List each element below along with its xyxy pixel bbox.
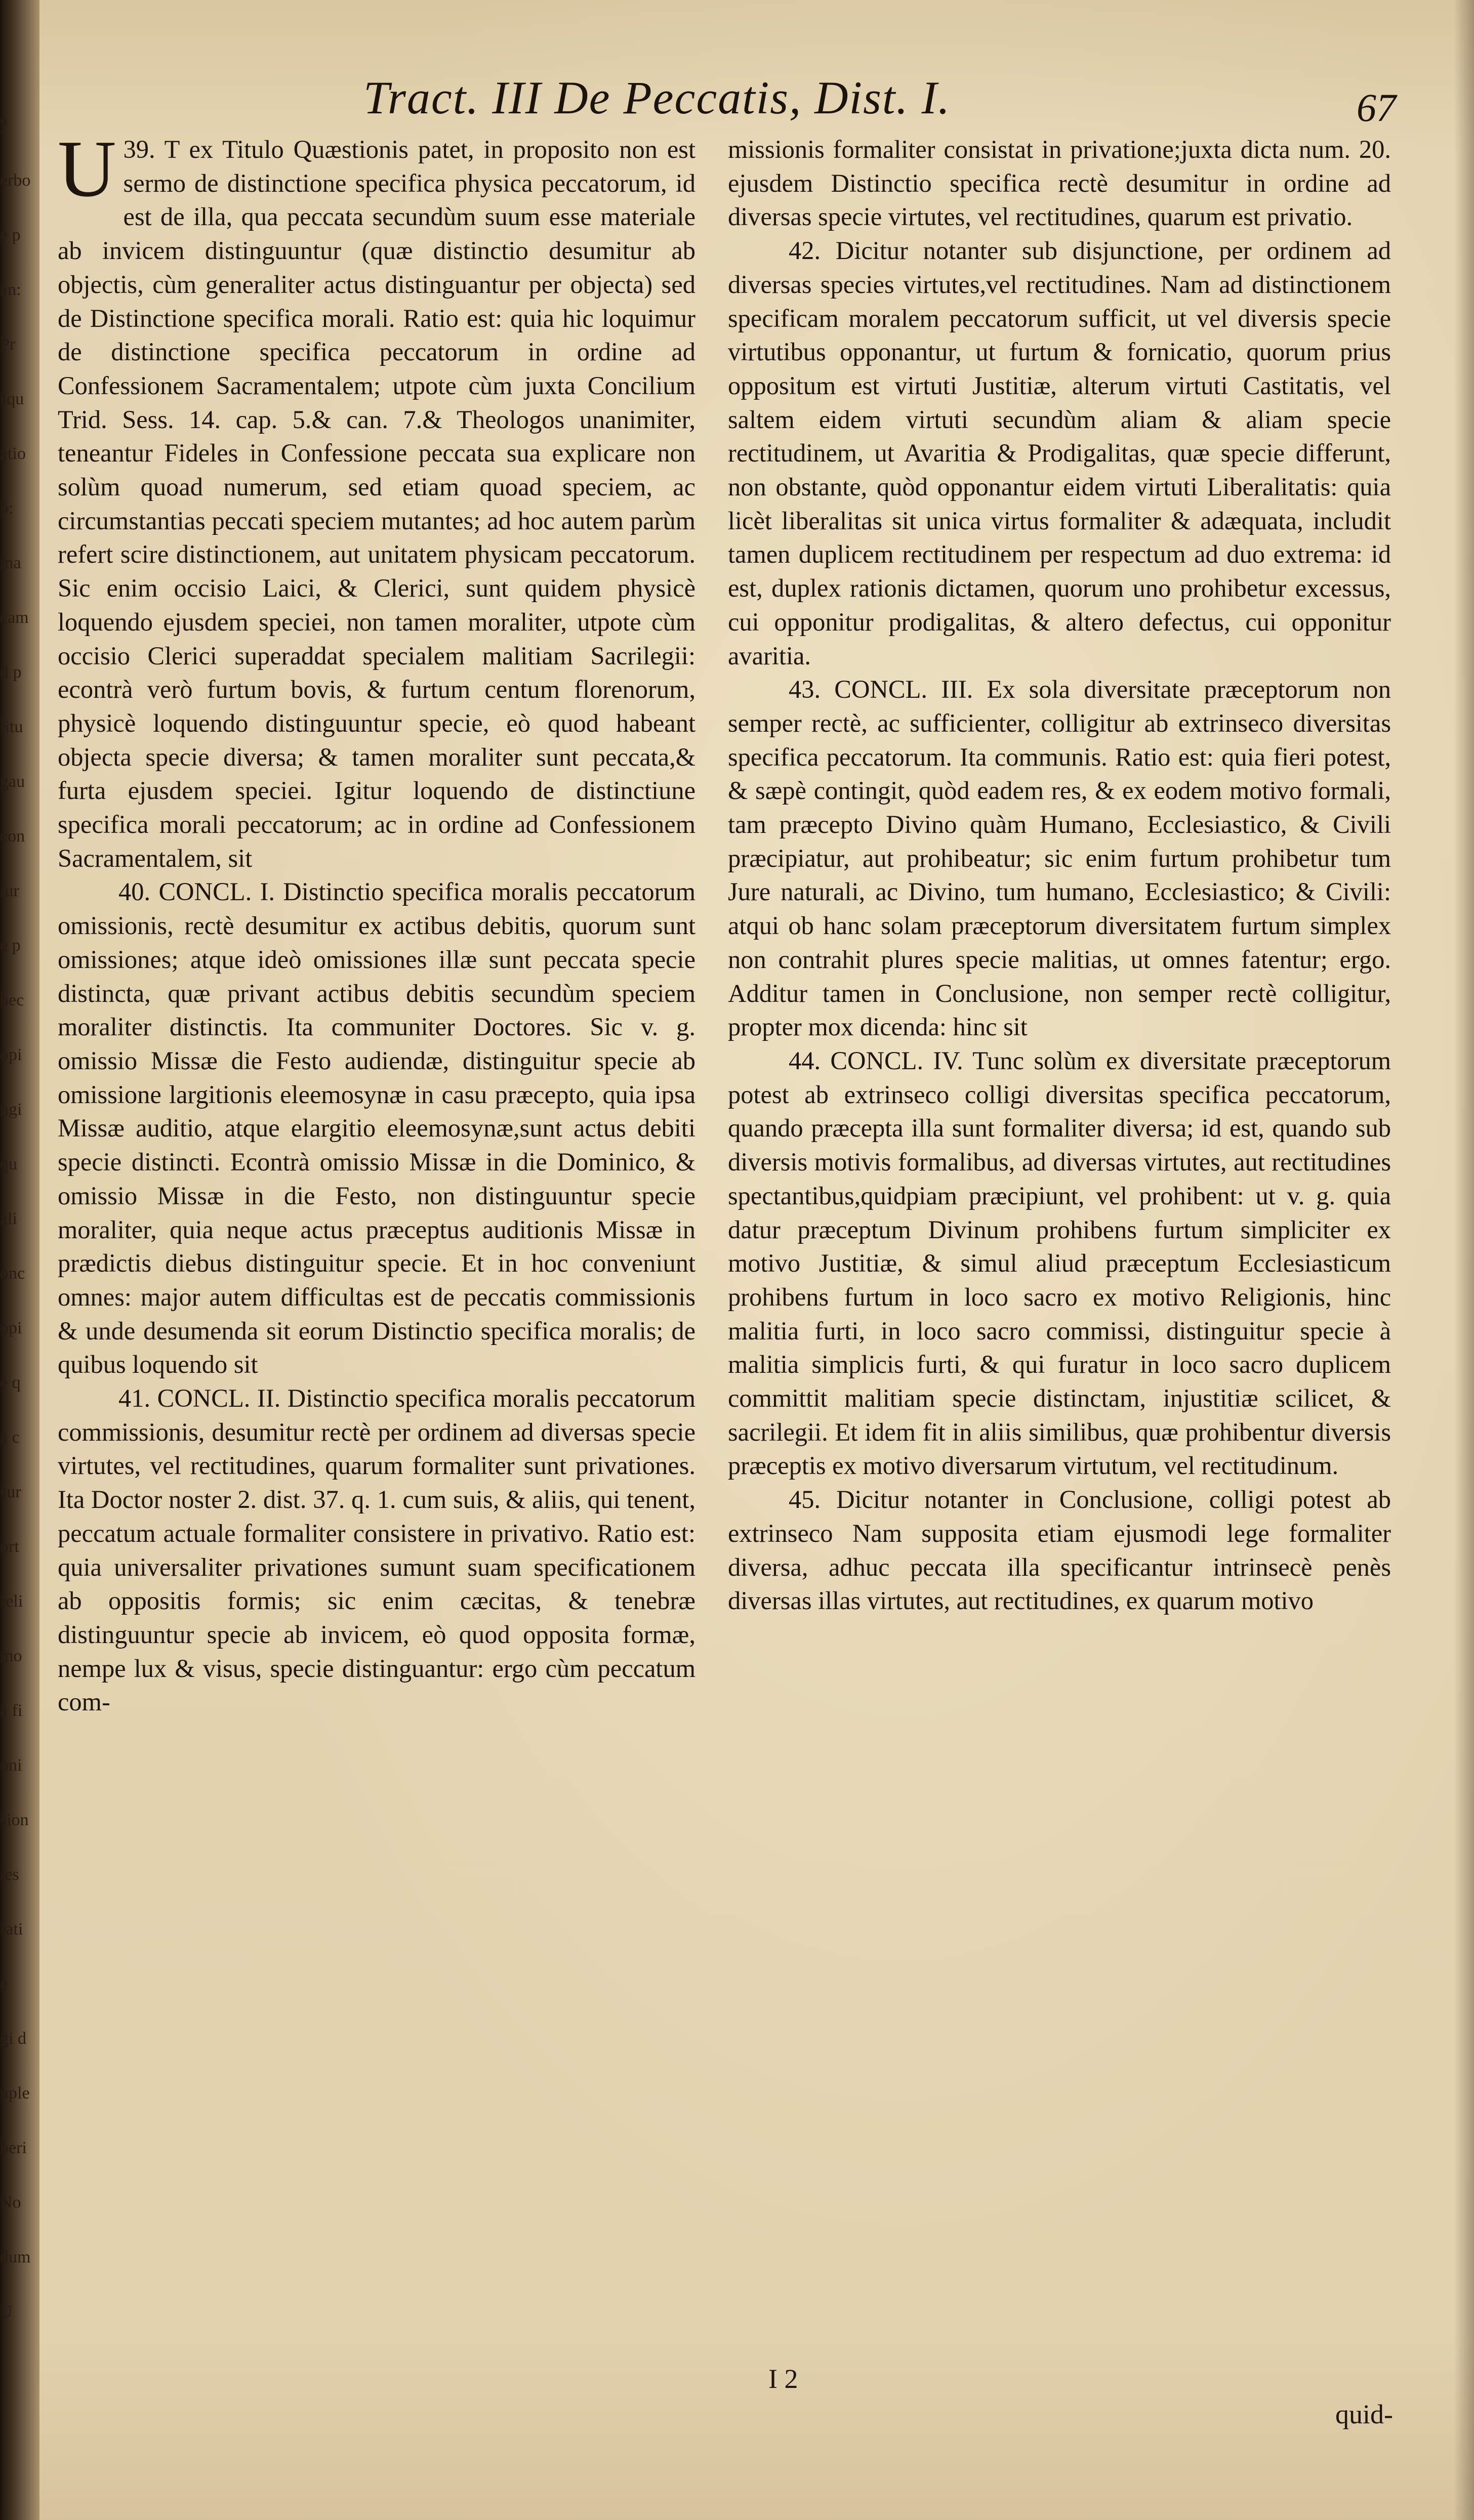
page-number: 67 bbox=[1357, 86, 1396, 130]
previous-page-fragment: dum bbox=[0, 2248, 30, 2266]
previous-page-fragment: gi d bbox=[0, 2029, 26, 2048]
signature-mark: I 2 bbox=[768, 2364, 798, 2394]
previous-page-fragment: uple bbox=[0, 2084, 30, 2103]
previous-page-fragment: beri bbox=[0, 2138, 27, 2157]
previous-page-fragment: gau bbox=[0, 772, 25, 791]
previous-page-fragment: mo bbox=[0, 1647, 22, 1665]
previous-page-fragment: No bbox=[0, 2193, 21, 2212]
previous-page-fragment: e p bbox=[0, 936, 21, 955]
previous-page-fragment: sion bbox=[0, 1811, 29, 1829]
previous-page-fragment: sur bbox=[0, 1483, 21, 1501]
previous-page-fragment: opi bbox=[0, 1319, 22, 1337]
previous-page-fragment: oni bbox=[0, 1756, 22, 1775]
previous-page-fragment: ma bbox=[0, 554, 21, 572]
previous-page-fragment: a fi bbox=[0, 1701, 23, 1720]
previous-page-fragment: cam bbox=[0, 608, 29, 627]
paragraph-43: 43. CONCL. III. Ex sola diversitate præceptorum non semper rectè, ac sufficienter, colligitur ab extrinseco diversitas specifica peccatorum. Ita communis. Ratio est: quia fieri potest, & sæpè contingit, quòd eadem res, & ex eodem motivo formali, tam præcepto Divino quàm Humano, Ecclesiastico, & Civili præcipiatur, aut prohibeatur; sic enim furtum prohibetur tum Jure naturali, ac Divino, tum humano, Ecclesiastico; & Civili: atqui ob hanc solam præceptorum diversitatem furtum simplex non contrahit plures specie malitias, ut omnes fatentur; ergo. Additur tamen in Conclusione, non semper rectè colligitur, propter mox dicenda: hinc sit bbox=[728, 675, 1391, 1041]
paragraph-39 bbox=[58, 133, 695, 875]
paragraph-42: 42. Dicitur notanter sub disjunctione, per ordinem ad diversas species virtutes,vel rectitudines. Nam ad distinctionem specificam moralem peccatorum sufficit, ut vel diversis specie virtutibus opponantur, ut furtum & fornicatio, quorum prius oppositum est virtuti Justitiæ, alterum virtuti Castitatis, vel saltem eidem virtuti secundùm aliam & aliam specie rectitudinem, ut Avaritia & Prodigalitas, quæ specie differunt, non obstante, quòd opponantur eidem virtuti Liberalitatis: quia licèt liberalitas sit unica virtus formaliter & adæquata, includit tamen duplicem rectitudinem per respectum ad duo extrema: id est, duplex rationis dictamen, quorum uno prohibetur excessus, cui opponitur prodigalitas, & altero defectus, cui opponitur avaritia. bbox=[728, 236, 1391, 670]
left-column bbox=[58, 133, 695, 2359]
previous-page-fragment: onc bbox=[0, 1264, 25, 1283]
previous-page-fragment: a c bbox=[0, 1428, 20, 1447]
previous-page-fragment: d p bbox=[0, 663, 22, 682]
paragraph-44: 44. CONCL. IV. Tunc solùm ex diversitate præceptorum potest ab extrinseco colligi diversitas specifica peccatorum, quando præcepta illa sunt formaliter diversa; id est, quando sub diversis motivis formalibus, ad diversas virtutes, aut rectitudines spectantibus,quidpiam præcipiunt, vel prohibent: ut v. g. quia datur præceptum Divinum prohibens furtum simpliciter ex motivo Justitiæ, & simul aliud præceptum Ecclesiasticum prohibens furtum in loco sacro ex motivo Religionis, hinc malitia furti, in loco sacro commissi, distinguitur specie à malitia simplicis furti, & qui furatur in loco sacro duplicem committit malitiam specie distinctam, injustitiæ scilicet, & sacrilegii. Et idem fit in aliis similibus, quæ prohibentur diversis præceptis ex motivo diversarum virtutum, vel rectitudinum. bbox=[728, 1046, 1391, 1480]
running-title: Tract. III De Peccatis, Dist. I. bbox=[363, 72, 951, 123]
previous-page-fragment: ort bbox=[0, 1537, 19, 1556]
previous-page-fragment: rati bbox=[0, 1920, 23, 1939]
previous-page-fragment: squ bbox=[0, 390, 24, 408]
previous-page-fragment: tes bbox=[0, 1865, 19, 1884]
page-header bbox=[39, 71, 1474, 137]
paragraph-45: 45. Dicitur notanter in Conclusione, colligi potest ab extrinseco Nam supposita etiam ejusmodi lege formaliter diversa, adhuc peccata illa specificantur intrinsecè penès diversas illas virtutes, aut rectitudines, ex quarum motivo bbox=[728, 1485, 1391, 1615]
catchword: quid- bbox=[1335, 2399, 1393, 2429]
previous-page-fragment: ? bbox=[0, 116, 8, 135]
previous-page-fragment: ali bbox=[0, 1209, 17, 1228]
previous-page-fragment: U bbox=[0, 2302, 13, 2321]
previous-page-fragment: erbo bbox=[0, 171, 30, 190]
previous-page-edge bbox=[0, 0, 39, 2520]
previous-page-fragment: e p bbox=[0, 226, 21, 244]
previous-page-fragment: atio bbox=[0, 444, 26, 463]
previous-page-fragment: litu bbox=[0, 718, 23, 736]
paragraph-41: 41. CONCL. II. Distinctio specifica moralis peccatorum commissionis, desumitur rectè per ordinem ad diversas specie virtutes, vel rectitudines, quarum formaliter sunt privationes. Ita Doctor noster 2. dist. 37. q. 1. cum suis, & aliis, qui tenent, peccatum actuale formaliter consistere in privativo. Ratio est: quia universaliter privationes sumunt suam specificationem ab oppositis formis; sic enim cæcitas, & tenebræ distinguuntur specie ab invicem, eò quod opposita formæ, nempe lux & visus, specie distinguantur: ergo cùm peccatum com- bbox=[58, 1384, 695, 1716]
paragraph-continuation: missionis formaliter consistat in privatione;juxta dicta num. 20. ejusdem Distinctio specifica rectè desumitur in ordine ad diversas specie virtutes, vel rectitudines, quarum est privatio. bbox=[728, 135, 1391, 231]
previous-page-fragment: ngi bbox=[0, 1100, 22, 1119]
drop-cap: U bbox=[58, 133, 116, 214]
previous-page-fragment: opi bbox=[0, 1045, 22, 1064]
previous-page-fragment: reli bbox=[0, 1592, 23, 1611]
previous-page-fragment: e q bbox=[0, 1373, 21, 1392]
paragraph-40: 40. CONCL. I. Distinctio specifica moralis peccatorum omissionis, rectè desumitur ex actibus debitis, quorum sunt omissiones; atque ideò omissiones illæ sunt peccata specie distincta, quæ privant actibus debitis secundùm speciem moraliter distinctis. Ita communiter Doctores. Sic v. g. omissio Missæ die Festo audiendæ, distinguitur specie ab omissione largitionis eleemosynæ in casu præcepto, quia ipsa Missæ auditio, atque elargitio eleemosynæ,sunt actus debiti specie distincti. Econtrà omissio Missæ in die Dominico, & omissio Missæ in die Festo, non distinguuntur specie moraliter, quia neque actus præceptus auditionis Missæ in prædictis diebus distinguitur specie. Et in hoc conveniunt omnes: major autem difficultas est de peccatis commissionis & unde desumenda sit eorum Distinctio specifica moralis; de quibus loquendo sit bbox=[58, 877, 695, 1379]
previous-page-fragment: tur bbox=[0, 881, 19, 900]
paragraph-text: 39. T ex Titulo Quæstionis patet, in proposito non est sermo de distinctione specifica physica peccatorum, id est de illa, qua peccata secundùm suum esse materiale ab invicem distinguuntur (quæ distinctio desumitur ab objectis, cùm generaliter actus distinguantur per objecta) sed de Distinctione specifica morali. Ratio est: quia hic loquimur de distinctione specifica peccatorum in ordine ad Confessionem Sacramentalem; utpote cùm juxta Concilium Trid. Sess. 14. cap. 5.& can. 7.& Theologos unanimiter, teneantur Fideles in Confessione peccata sua explicare non solùm quoad numerum, sed etiam quoad speciem, ac circumstantias peccati speciem mutantes; ad hoc autem parùm refert scire distinctionem, aut unitatem physicam peccatorum. Sic enim occisio Laici, & Clerici, sunt quidem physicè loquendo ejusdem speciei, non tamen moraliter, utpote cùm occisio Clerici superaddat specialem malitiam Sacrilegii: econtrà verò furtum bovis, & furtum centum florenorum, physicè loquendo distinguuntur specie, eò quod habeant objecta specie diversa; & tamen moraliter sunt peccata,& furta ejusdem speciei. Igitur loquendo de distinctiune specifica morali peccatorum; ac in ordine ad Confessionem Sacramentalem, sit bbox=[58, 135, 695, 872]
previous-page-fragment: qu bbox=[0, 1155, 17, 1173]
page-edge-shadow bbox=[1454, 0, 1474, 2520]
right-column bbox=[728, 133, 1391, 2359]
previous-page-fragment: p: bbox=[0, 499, 14, 518]
previous-page-fragment: con bbox=[0, 827, 25, 846]
previous-page-fragment: Pr bbox=[0, 335, 16, 354]
previous-page-fragment: e bbox=[0, 1975, 8, 1993]
previous-page-fragment: bec bbox=[0, 991, 24, 1010]
book-page bbox=[39, 0, 1474, 2520]
previous-page-fragment: an: bbox=[0, 280, 21, 299]
